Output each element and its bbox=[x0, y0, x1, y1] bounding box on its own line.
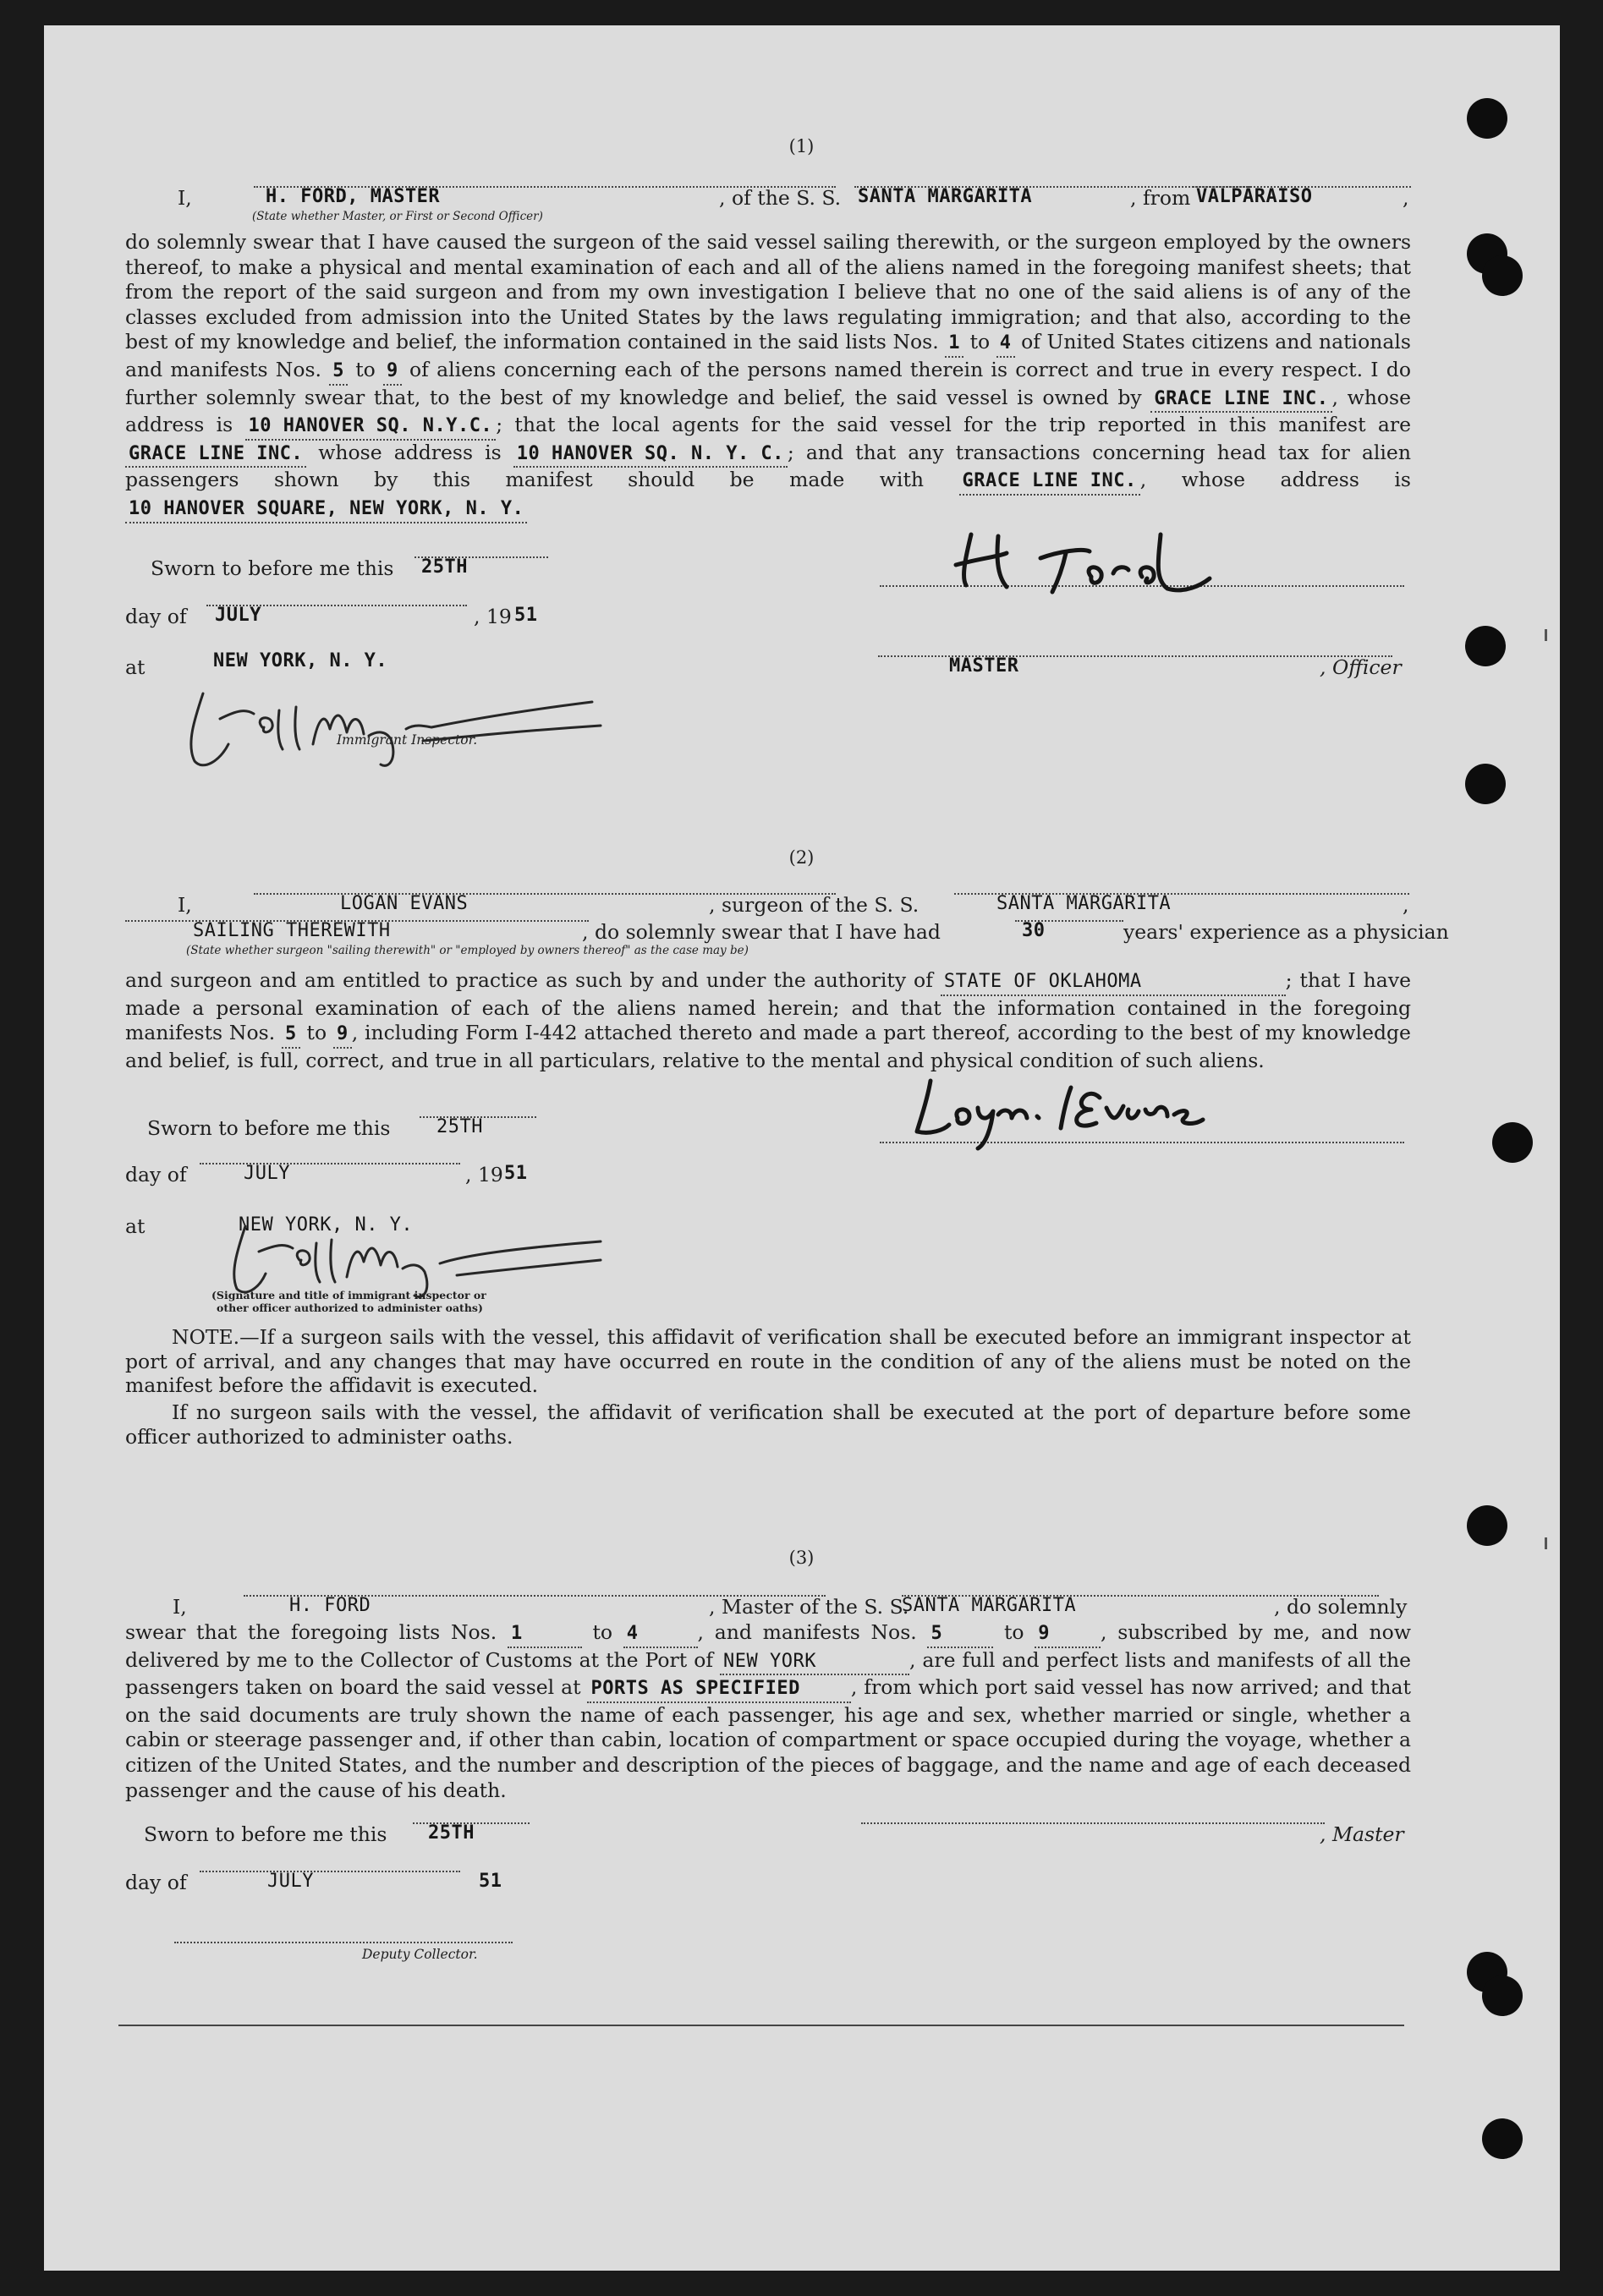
s2-sig-caption-1: (Signature and title of immigrant inspector or bbox=[211, 1289, 486, 1301]
section-2-number: (2) bbox=[788, 847, 815, 868]
s1-month: JULY bbox=[215, 605, 261, 626]
s3-collector-signature-line bbox=[174, 1942, 513, 1943]
s1-sworn-day: 25TH bbox=[421, 556, 468, 578]
s1-text-8: , whose address is bbox=[1139, 468, 1411, 492]
s2-text-3: and surgeon and am entitled to practice as such by and under the authority of bbox=[125, 968, 933, 992]
s1-title-caption: (State whether Master, or First or Second Officer) bbox=[252, 210, 543, 223]
s1-date-line bbox=[125, 605, 1411, 630]
s1-year: 51 bbox=[514, 605, 538, 626]
s2-i: I, bbox=[178, 893, 192, 917]
s1-officer-title: MASTER bbox=[949, 655, 1019, 677]
s2-note-2: If no surgeon sails with the vessel, the affidavit of verification shall be executed at the port of departure before some officer authorized to administer oaths. bbox=[125, 1400, 1411, 1449]
s2-note bbox=[125, 1325, 1411, 1398]
s3-month: JULY bbox=[267, 1871, 314, 1892]
inspector-signature-1 bbox=[169, 677, 609, 778]
s3-sworn-line bbox=[125, 1822, 1411, 1848]
s2-manifests-to: 9 bbox=[333, 1022, 352, 1049]
s3-year: 51 bbox=[479, 1871, 502, 1892]
s1-heading-line: I, H. FORD, MASTER , of the S. S. SANTA MARGARITA , from VALPARAISO , bbox=[125, 186, 1411, 211]
s2-heading-line: I, LOGAN EVANS , surgeon of the S. S. SANTA MARGARITA , bbox=[178, 893, 1409, 917]
s1-from: , from bbox=[1130, 186, 1191, 210]
punch-hole bbox=[1467, 1505, 1507, 1546]
s1-agents-address: 10 HANOVER SQ. N. Y. C. bbox=[513, 441, 788, 469]
s2-title-caption: (State whether surgeon "sailing therewith" or "employed by owners thereof" as the case may be) bbox=[186, 944, 749, 957]
s2-text-1: , do solemnly swear that I have had bbox=[582, 920, 941, 944]
punch-hole bbox=[1482, 255, 1523, 296]
s3-text-1: swear that the foregoing lists Nos. bbox=[125, 1620, 497, 1644]
s2-years: 30 bbox=[1022, 920, 1046, 941]
s2-to: to bbox=[306, 1021, 327, 1045]
s1-at-label: at bbox=[125, 655, 145, 679]
section-3-number: (3) bbox=[788, 1548, 815, 1568]
s1-manifests-from: 5 bbox=[329, 359, 348, 386]
s3-vessel: SANTA MARGARITA bbox=[902, 1595, 1077, 1616]
surgeon-signature bbox=[905, 1067, 1362, 1152]
s2-manifests-from: 5 bbox=[282, 1022, 300, 1049]
punch-hole bbox=[1482, 1975, 1523, 2016]
punch-hole bbox=[1492, 1122, 1533, 1163]
s2-vessel: SANTA MARGARITA bbox=[996, 893, 1172, 914]
s3-port: NEW YORK bbox=[720, 1649, 909, 1676]
s3-lists-from: 1 bbox=[508, 1621, 582, 1648]
s3-date-line bbox=[125, 1871, 1411, 1896]
s2-text-5: , including Form I-442 attached thereto and made a part thereof, according to the best of my knowledge and belief, is full, correct, and true in all particulars, relative to the mental and physical condition of such aliens. bbox=[125, 1021, 1411, 1072]
s2-status: SAILING THEREWITH bbox=[193, 920, 391, 941]
s1-officer-label: , Officer bbox=[1320, 655, 1402, 679]
s3-collector-label: Deputy Collector. bbox=[362, 1947, 478, 1962]
s3-master-of: , Master of the S. S. bbox=[709, 1595, 909, 1619]
s2-year-prefix: , 19 bbox=[465, 1163, 503, 1186]
s3-ports: PORTS AS SPECIFIED bbox=[587, 1676, 850, 1703]
s3-master-label: , Master bbox=[1320, 1822, 1404, 1846]
s1-vessel: SANTA MARGARITA bbox=[858, 186, 1033, 207]
s3-solemnly: , do solemnly bbox=[1274, 1595, 1408, 1619]
s2-authority: STATE OF OKLAHOMA bbox=[941, 969, 1286, 996]
s1-text-3: of aliens concerning each of the persons named therein is correct and true in every respect. I do further solemnly swear that, to the best of my knowledge and belief, the said vessel is owned by bbox=[125, 357, 1411, 409]
s2-place: NEW YORK, N. Y. bbox=[239, 1214, 414, 1236]
s3-text-3: , subscribed by me, and now delivered by me to the Collector of Customs at the Port of bbox=[125, 1620, 1411, 1672]
s3-sworn-label: Sworn to before me this bbox=[144, 1822, 387, 1846]
s1-text-5: ; that the local agents for the said vessel for the trip reported in this manifest are bbox=[496, 413, 1411, 437]
s1-body-paragraph bbox=[125, 230, 1411, 523]
s2-of-ss: , surgeon of the S. S. bbox=[709, 893, 920, 917]
s2-sworn-label: Sworn to before me this bbox=[147, 1116, 391, 1140]
s1-text-2: of United States citizens and nationals and manifests Nos. bbox=[125, 330, 1411, 381]
s1-tax-agent: GRACE LINE INC. bbox=[959, 469, 1140, 496]
s1-of-ss: , of the S. S. bbox=[719, 186, 842, 210]
s2-note-text: —If a surgeon sails with the vessel, this affidavit of verification shall be executed before an immigrant inspector at port of arrival, and any changes that may have occurred en route in the condition of any of the aliens must be noted on the manifest before the affidavit is executed. bbox=[125, 1325, 1411, 1397]
s3-sworn-day: 25TH bbox=[428, 1822, 475, 1844]
s3-master-signature-line bbox=[861, 1822, 1325, 1824]
s1-lists-to: 4 bbox=[996, 331, 1015, 358]
s1-text-4: , whose address is bbox=[125, 385, 1411, 437]
s1-port: VALPARAISO bbox=[1196, 186, 1313, 207]
s1-to-2: to bbox=[355, 357, 376, 381]
s1-lists-from: 1 bbox=[945, 331, 963, 358]
s3-text-2: , and manifests Nos. bbox=[697, 1620, 917, 1644]
s1-place: NEW YORK, N. Y. bbox=[213, 650, 388, 671]
s1-tax-address: 10 HANOVER SQUARE, NEW YORK, N. Y. bbox=[125, 496, 527, 523]
s3-lists-to: 4 bbox=[623, 1621, 698, 1648]
s1-agents: GRACE LINE INC. bbox=[125, 441, 306, 469]
master-signature bbox=[947, 518, 1235, 602]
s3-manifests-to: 9 bbox=[1035, 1621, 1101, 1648]
punch-hole bbox=[1465, 764, 1506, 804]
s3-master-name: H. FORD bbox=[289, 1595, 371, 1616]
s2-status-line bbox=[125, 920, 1449, 945]
s2-date-line bbox=[125, 1163, 1411, 1188]
s3-text-5: , from which port said vessel has now arrived; and that on the said documents are truly shown the name of each passenger, his age and sex, whether married or single, whether a cabin or steerage passenger and, if other than cabin, location of compartment or space occupied during the voyage, whether a citizen of the United States, and the number and description of the pieces of baggage, and the name and age of each deceased passenger and the cause of his death. bbox=[125, 1675, 1411, 1802]
s1-manifests-to: 9 bbox=[383, 359, 402, 386]
punch-hole bbox=[1465, 626, 1506, 666]
section-1-number: (1) bbox=[788, 136, 815, 156]
s1-master-name: H. FORD, MASTER bbox=[266, 186, 441, 207]
s3-day-of-label: day of bbox=[125, 1871, 187, 1894]
s1-i: I, bbox=[178, 186, 192, 210]
s1-day-of-label: day of bbox=[125, 605, 187, 628]
punch-hole bbox=[1467, 98, 1507, 139]
s1-owner: GRACE LINE INC. bbox=[1150, 386, 1331, 414]
s2-year: 51 bbox=[504, 1163, 528, 1184]
bottom-rule bbox=[118, 2025, 1404, 2026]
s3-to-2: to bbox=[1003, 1620, 1024, 1644]
s2-text-2: years' experience as a physician bbox=[1123, 920, 1449, 944]
s3-to: to bbox=[592, 1620, 613, 1644]
s2-sworn-day: 25TH bbox=[436, 1116, 483, 1137]
s3-heading-line bbox=[125, 1595, 1411, 1620]
s2-body-paragraph: and surgeon and am entitled to practice as such by and under the authority of STATE OF OKLAHOMA ; that I have made a personal examination of each of the aliens named herein; and that the information contained in the foregoing manifests Nos. 5 to 9 , including Form I-442 attached thereto and made a part thereof, according to the best of my knowledge and belief, is full, correct, and true in all particulars, relative to the mental and physical condition of such aliens. bbox=[125, 968, 1411, 1072]
s3-i: I, bbox=[173, 1595, 187, 1619]
inspector-signature-2 bbox=[211, 1218, 609, 1302]
s1-text-6: whose address is bbox=[318, 440, 502, 464]
s2-surgeon-name: LOGAN EVANS bbox=[340, 893, 469, 914]
s1-year-prefix: , 19 bbox=[474, 605, 512, 628]
s2-at-label: at bbox=[125, 1214, 145, 1238]
s3-body-paragraph bbox=[125, 1620, 1411, 1803]
margin-mark bbox=[1545, 629, 1547, 641]
s3-manifests-from: 5 bbox=[927, 1621, 993, 1648]
s1-inspector-label: Immigrant Inspector. bbox=[337, 732, 478, 748]
s2-day-of-label: day of bbox=[125, 1163, 187, 1186]
s2-month: JULY bbox=[244, 1163, 290, 1184]
s2-note-label: NOTE. bbox=[172, 1325, 240, 1349]
s1-owner-address: 10 HANOVER SQ. N.Y.C. bbox=[245, 414, 497, 441]
s3-text-4: , are full and perfect lists and manifests of all the passengers taken on board the said vessel at bbox=[125, 1647, 1411, 1700]
s2-text-4: that I have made a personal examination of each of the aliens named herein; and that the information contained in the foregoing manifests Nos. bbox=[125, 968, 1411, 1045]
s1-text-7: ; and that any transactions concerning head tax for alien passengers shown by this manifest should be made with bbox=[125, 440, 1411, 492]
s1-to: to bbox=[969, 330, 991, 354]
s1-text-1: do solemnly swear that I have caused the surgeon of the said vessel sailing therewith, or the surgeon employed by the owners thereof, to make a physical and mental examination of each and all of the aliens named in the foregoing manifest sheets; that from the report of the said surgeon and from my own investigation I believe that no one of the said aliens is of any of the classes excluded from admission into the United States by the laws regulating immigration; and that also, according to the best of my knowledge and belief, the information contained in the said lists Nos. bbox=[125, 230, 1411, 354]
punch-hole bbox=[1482, 2118, 1523, 2159]
s2-sig-caption-2: other officer authorized to administer oaths) bbox=[217, 1301, 483, 1314]
s1-sworn-label: Sworn to before me this bbox=[151, 556, 394, 580]
